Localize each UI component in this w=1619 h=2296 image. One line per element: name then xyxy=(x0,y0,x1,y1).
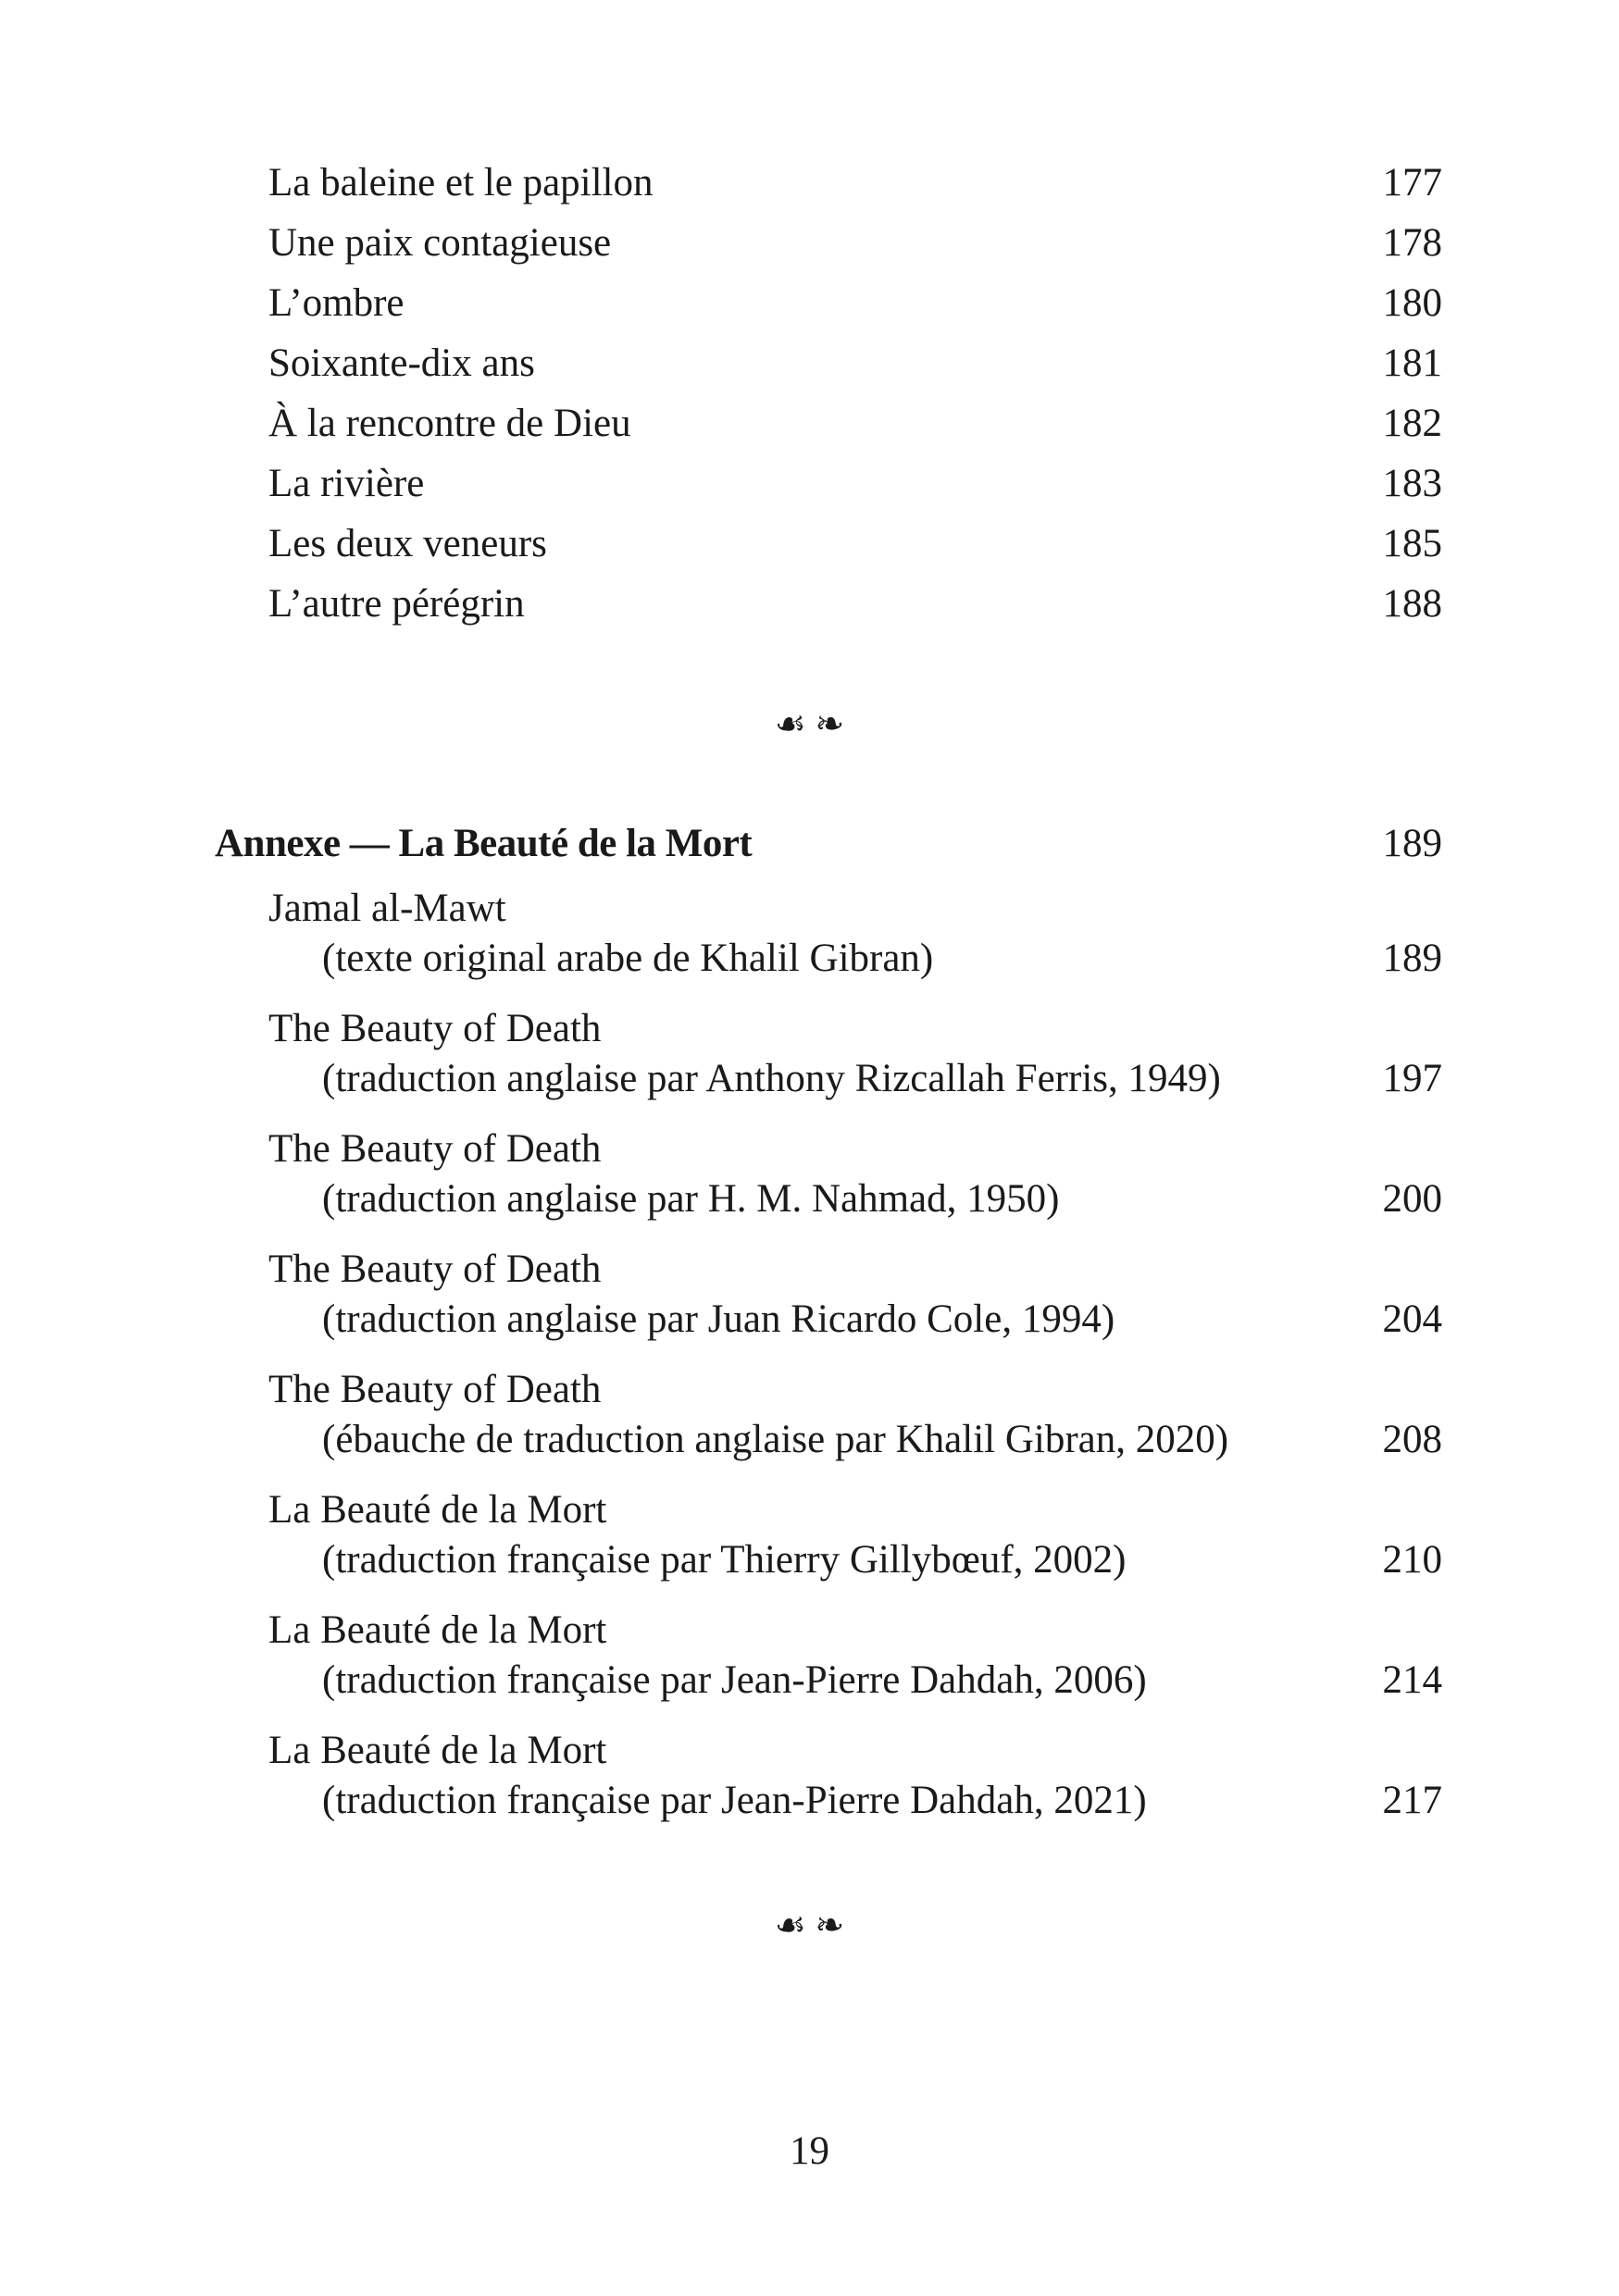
annex-entry-subtitle: (ébauche de traduction anglaise par Khalil Gibran, 2020) xyxy=(322,1418,1229,1461)
toc-entry xyxy=(268,333,1442,393)
annex-entry xyxy=(268,1124,1442,1245)
toc-entry xyxy=(268,514,1442,574)
annex-entry-detail xyxy=(268,1295,1442,1345)
annex-entry xyxy=(268,1485,1442,1606)
toc-entry-page: 178 xyxy=(1382,221,1442,265)
annex-entry-title: La Beauté de la Mort xyxy=(268,1729,607,1772)
annex-entry xyxy=(268,1004,1442,1124)
toc-entry-title: À la rencontre de Dieu xyxy=(268,402,631,445)
annex-title: Annexe — La Beauté de la Mort xyxy=(215,822,753,865)
annex-entry xyxy=(268,884,1442,1004)
annex-entry xyxy=(268,1245,1442,1365)
annex-entry-subtitle: (texte original arabe de Khalil Gibran) xyxy=(322,937,934,980)
fleuron-ornament: ☙ ❧ xyxy=(774,705,845,744)
toc-entry xyxy=(268,393,1442,453)
annex-entry-title: The Beauty of Death xyxy=(268,1368,602,1411)
toc-entry-page: 185 xyxy=(1382,522,1442,565)
annex-entry-title: The Beauty of Death xyxy=(268,1127,602,1171)
annex-page: 189 xyxy=(1382,822,1442,865)
toc-entry xyxy=(268,153,1442,213)
annex-entry-subtitle: (traduction française par Jean-Pierre Dahdah, 2006) xyxy=(322,1658,1147,1702)
toc-entry xyxy=(268,213,1442,273)
annex-entry-subtitle: (traduction française par Thierry Gillybœuf, 2002) xyxy=(322,1538,1127,1582)
toc-entry-title: La baleine et le papillon xyxy=(268,161,654,205)
annex-entry-detail xyxy=(268,1174,1442,1224)
toc-entry-title: L’autre pérégrin xyxy=(268,582,525,626)
toc-entry-page: 188 xyxy=(1382,582,1442,626)
annex-entry-page: 204 xyxy=(1382,1297,1442,1341)
toc-entry-title: Les deux veneurs xyxy=(268,522,547,565)
annex-entry-title: Jamal al-Mawt xyxy=(268,887,506,930)
annex-entry-page: 208 xyxy=(1382,1418,1442,1461)
toc-entry-page: 180 xyxy=(1382,281,1442,325)
annex-heading xyxy=(215,816,1442,872)
annex-list xyxy=(268,884,1442,1846)
annex-entry-detail xyxy=(268,1054,1442,1104)
annex-entry xyxy=(268,1365,1442,1485)
toc-list xyxy=(268,153,1442,634)
annex-entry-detail xyxy=(268,1656,1442,1706)
toc-entry-title: Soixante-dix ans xyxy=(268,341,535,385)
annex-entry-page: 214 xyxy=(1382,1658,1442,1702)
toc-entry-title: L’ombre xyxy=(268,281,405,325)
annex-entry-page: 189 xyxy=(1382,937,1442,980)
toc-entry-title: Une paix contagieuse xyxy=(268,221,612,265)
annex-entry-detail xyxy=(268,1535,1442,1585)
toc-entry xyxy=(268,574,1442,634)
annex-entry-page: 210 xyxy=(1382,1538,1442,1582)
toc-entry-page: 177 xyxy=(1382,161,1442,205)
annex-entry-title: La Beauté de la Mort xyxy=(268,1608,607,1652)
toc-entry-page: 183 xyxy=(1382,462,1442,505)
annex-entry-detail xyxy=(268,1776,1442,1826)
annex-entry-title: La Beauté de la Mort xyxy=(268,1488,607,1532)
toc-entry xyxy=(268,453,1442,514)
annex-entry-subtitle: (traduction anglaise par Juan Ricardo Cole, 1994) xyxy=(322,1297,1115,1341)
annex-entry-subtitle: (traduction anglaise par Anthony Rizcallah Ferris, 1949) xyxy=(322,1057,1221,1100)
toc-entry-page: 181 xyxy=(1382,341,1442,385)
fleuron-ornament: ☙ ❧ xyxy=(774,1906,845,1945)
annex-entry-page: 217 xyxy=(1382,1779,1442,1822)
toc-entry-title: La rivière xyxy=(268,462,425,505)
annex-entry xyxy=(268,1726,1442,1846)
toc-entry-page: 182 xyxy=(1382,402,1442,445)
annex-entry-title: The Beauty of Death xyxy=(268,1007,602,1050)
page-number: 19 xyxy=(790,2129,829,2173)
annex-entry-page: 197 xyxy=(1382,1057,1442,1100)
annex-entry-subtitle: (traduction française par Jean-Pierre Dahdah, 2021) xyxy=(322,1779,1147,1822)
annex-entry-subtitle: (traduction anglaise par H. M. Nahmad, 1950) xyxy=(322,1177,1060,1221)
toc-entry xyxy=(268,273,1442,333)
annex-entry-title: The Beauty of Death xyxy=(268,1247,602,1291)
annex-entry-detail xyxy=(268,934,1442,984)
annex-entry-page: 200 xyxy=(1382,1177,1442,1221)
annex-entry-detail xyxy=(268,1415,1442,1465)
annex-entry xyxy=(268,1606,1442,1726)
